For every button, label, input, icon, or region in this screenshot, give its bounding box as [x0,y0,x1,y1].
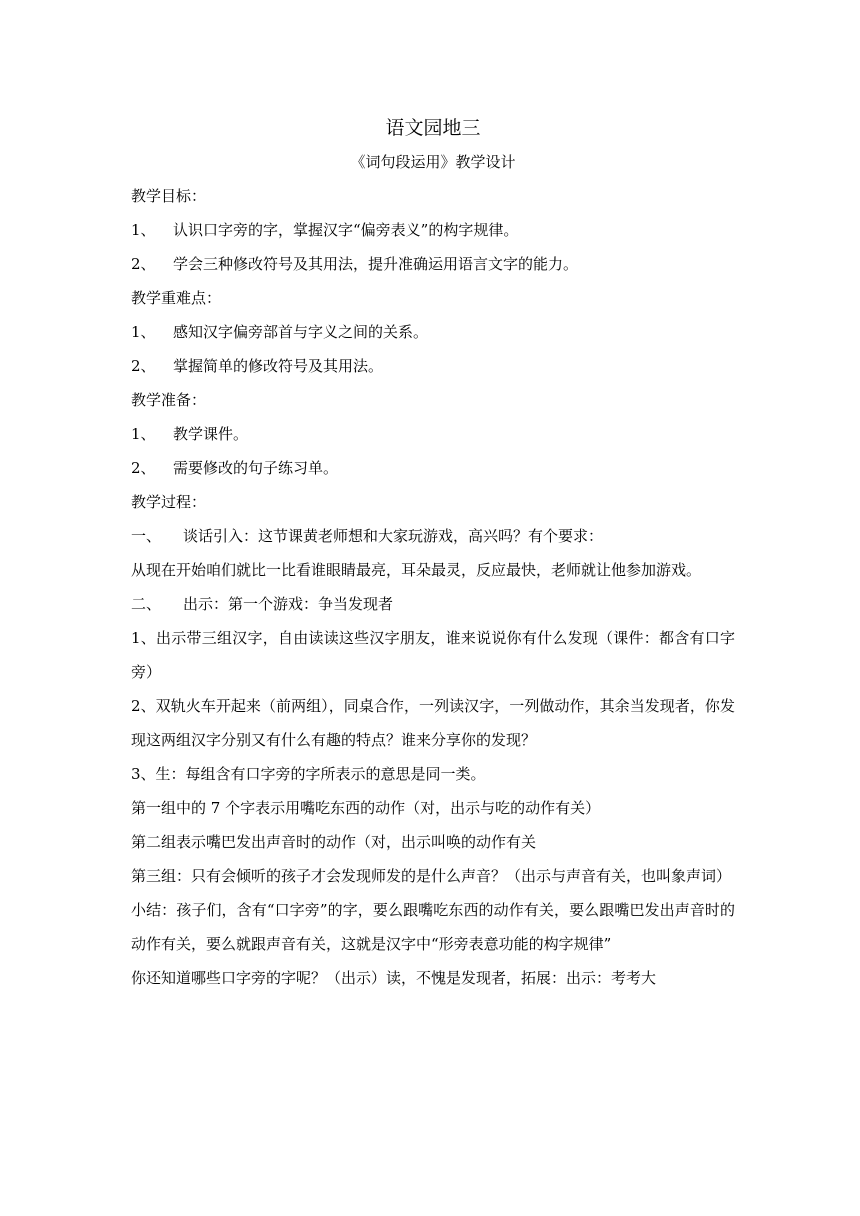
goals-heading: 教学目标： [131,187,207,205]
prep-item [131,417,735,451]
process-paragraph: 小结：孩子们，含有“口字旁”的字，要么跟嘴吃东西的动作有关，要么跟嘴巴发出声音时的动作有关，要么就跟声音有关，这就是汉字中“形旁表意功能的构字规律” [131,901,735,953]
process-paragraph: 第二组表示嘴巴发出声音时的动作（对，出示叫唤的动作有关 [131,833,537,851]
document-body [131,111,735,995]
goal-number: 2、 [131,255,156,273]
process-paragraph: 3、生：每组含有口字旁的字所表示的意思是同一类。 [131,765,486,783]
goal-item [131,247,735,281]
prep-heading: 教学准备： [131,391,207,409]
prep-number: 2、 [131,459,156,477]
step-text: 出示：第一个游戏：争当发现者 [183,595,394,613]
process-step [131,519,735,553]
prep-text: 教学课件。 [173,425,249,443]
process-paragraph: 第三组：只有会倾听的孩子才会发现师发的是什么声音？（出示与声音有关，也叫象声词） [131,867,732,885]
key-point-text: 感知汉字偏旁部首与字义之间的关系。 [173,323,429,341]
key-point-number: 2、 [131,357,156,375]
document-subtitle: 《词句段运用》教学设计 [350,153,516,171]
process-paragraph: 你还知道哪些口字旁的字呢？（出示）读，不愧是发现者，拓展：出示：考考大 [131,969,657,987]
step-number: 二、 [131,595,162,613]
key-point-text: 掌握简单的修改符号及其用法。 [173,357,384,375]
process-paragraph: 2、双轨火车开起来（前两组），同桌合作，一列读汉字，一列做动作，其余当发现者，你发现这两组汉字分别又有什么有趣的特点？谁来分享你的发现？ [131,697,735,749]
step-text: 谈话引入：这节课黄老师想和大家玩游戏，高兴吗？有个要求： [183,527,604,545]
process-paragraph: 从现在开始咱们就比一比看谁眼睛最亮，耳朵最灵，反应最快，老师就让他参加游戏。 [131,561,702,579]
step-number: 一、 [131,527,162,545]
key-point-item [131,315,735,349]
goal-number: 1、 [131,221,156,239]
key-point-number: 1、 [131,323,156,341]
process-heading: 教学过程： [131,493,207,511]
process-paragraph: 1、出示带三组汉字，自由读读这些汉字朋友，谁来说说你有什么发现（课件：都含有口字旁） [131,629,735,681]
process-step [131,587,735,621]
goal-text: 学会三种修改符号及其用法，提升准确运用语言文字的能力。 [173,255,579,273]
prep-text: 需要修改的句子练习单。 [173,459,339,477]
prep-item [131,451,735,485]
key-point-item [131,349,735,383]
goal-text: 认识口字旁的字，掌握汉字“偏旁表义”的构字规律。 [173,221,519,239]
process-paragraph: 第一组中的 7 个字表示用嘴吃东西的动作（对，出示与吃的动作有关） [131,799,601,817]
prep-number: 1、 [131,425,156,443]
document-title: 语文园地三 [385,117,481,139]
goal-item [131,213,735,247]
key-points-heading: 教学重难点： [131,289,222,307]
